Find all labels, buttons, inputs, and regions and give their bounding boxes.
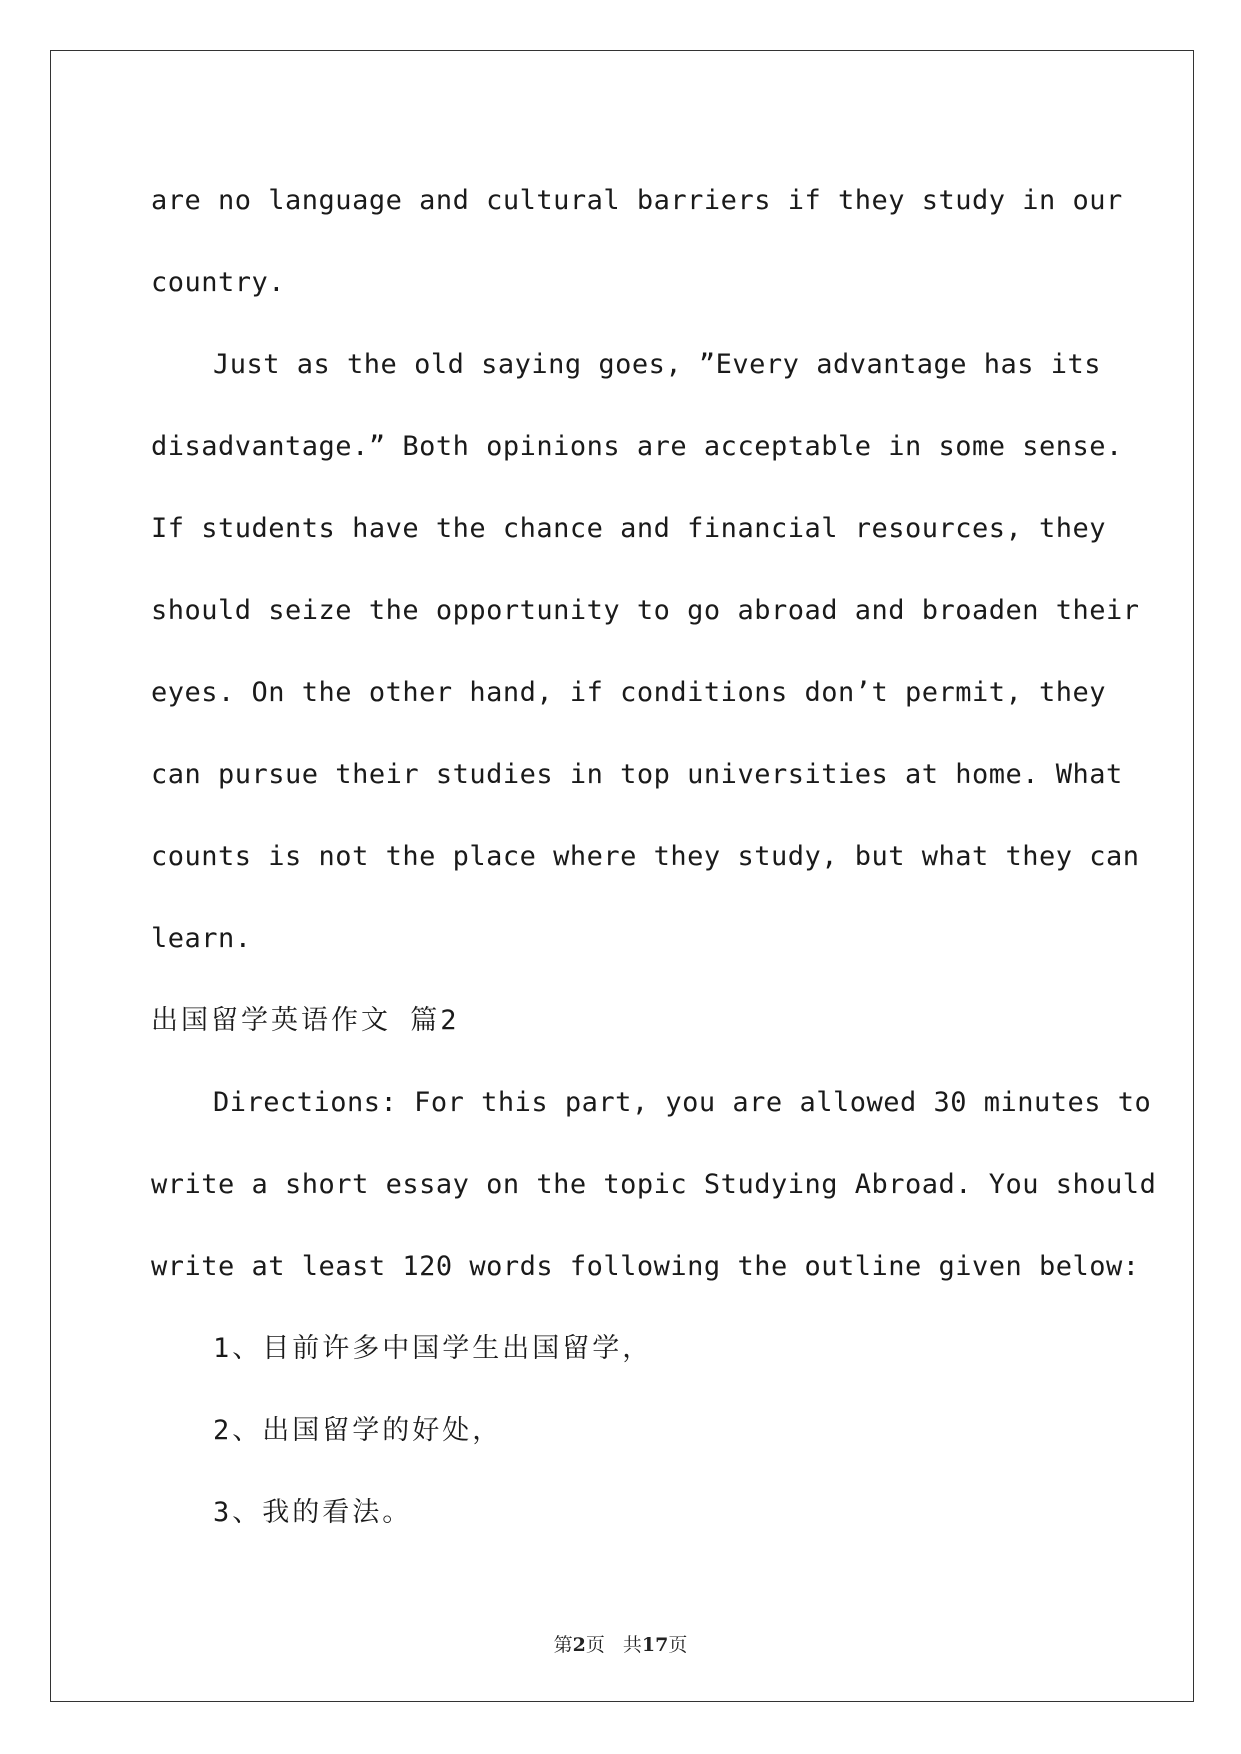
page-suffix: 页 xyxy=(585,1634,605,1656)
total-pages: 17 xyxy=(641,1634,669,1656)
total-prefix: 共 xyxy=(622,1634,642,1656)
text-line: country. xyxy=(151,267,286,298)
text-line: If students have the chance and financial resources, they xyxy=(151,513,1107,544)
document-body xyxy=(151,160,1157,1554)
text-line: eyes. On the other hand, if conditions don’t permit, they xyxy=(151,677,1107,708)
page-prefix: 第 xyxy=(553,1634,573,1656)
directions-line: write at least 120 words following the outline given below: xyxy=(151,1251,1140,1282)
text-line: learn. xyxy=(151,923,252,954)
outline-item: 1、目前许多中国学生出国留学， xyxy=(213,1333,653,1364)
page-footer xyxy=(0,1630,1241,1657)
text-line: should seize the opportunity to go abroad and broaden their xyxy=(151,595,1140,626)
section-heading: 出国留学英语作文 篇2 xyxy=(151,1005,460,1036)
text-line: disadvantage.” Both opinions are acceptable in some sense. xyxy=(151,431,1123,462)
text-line: are no language and cultural barriers if they study in our xyxy=(151,185,1123,216)
text-line: can pursue their studies in top universities at home. What xyxy=(151,759,1123,790)
directions-line: write a short essay on the topic Studying Abroad. You should xyxy=(151,1169,1157,1200)
directions-line: Directions: For this part, you are allowed 30 minutes to xyxy=(213,1087,1152,1118)
page-number: 2 xyxy=(572,1634,586,1656)
total-suffix: 页 xyxy=(668,1634,688,1656)
text-line: Just as the old saying goes, ”Every advantage has its xyxy=(213,349,1102,380)
outline-item: 2、出国留学的好处， xyxy=(213,1415,503,1446)
text-line: counts is not the place where they study, but what they can xyxy=(151,841,1140,872)
outline-item: 3、我的看法。 xyxy=(213,1497,413,1528)
